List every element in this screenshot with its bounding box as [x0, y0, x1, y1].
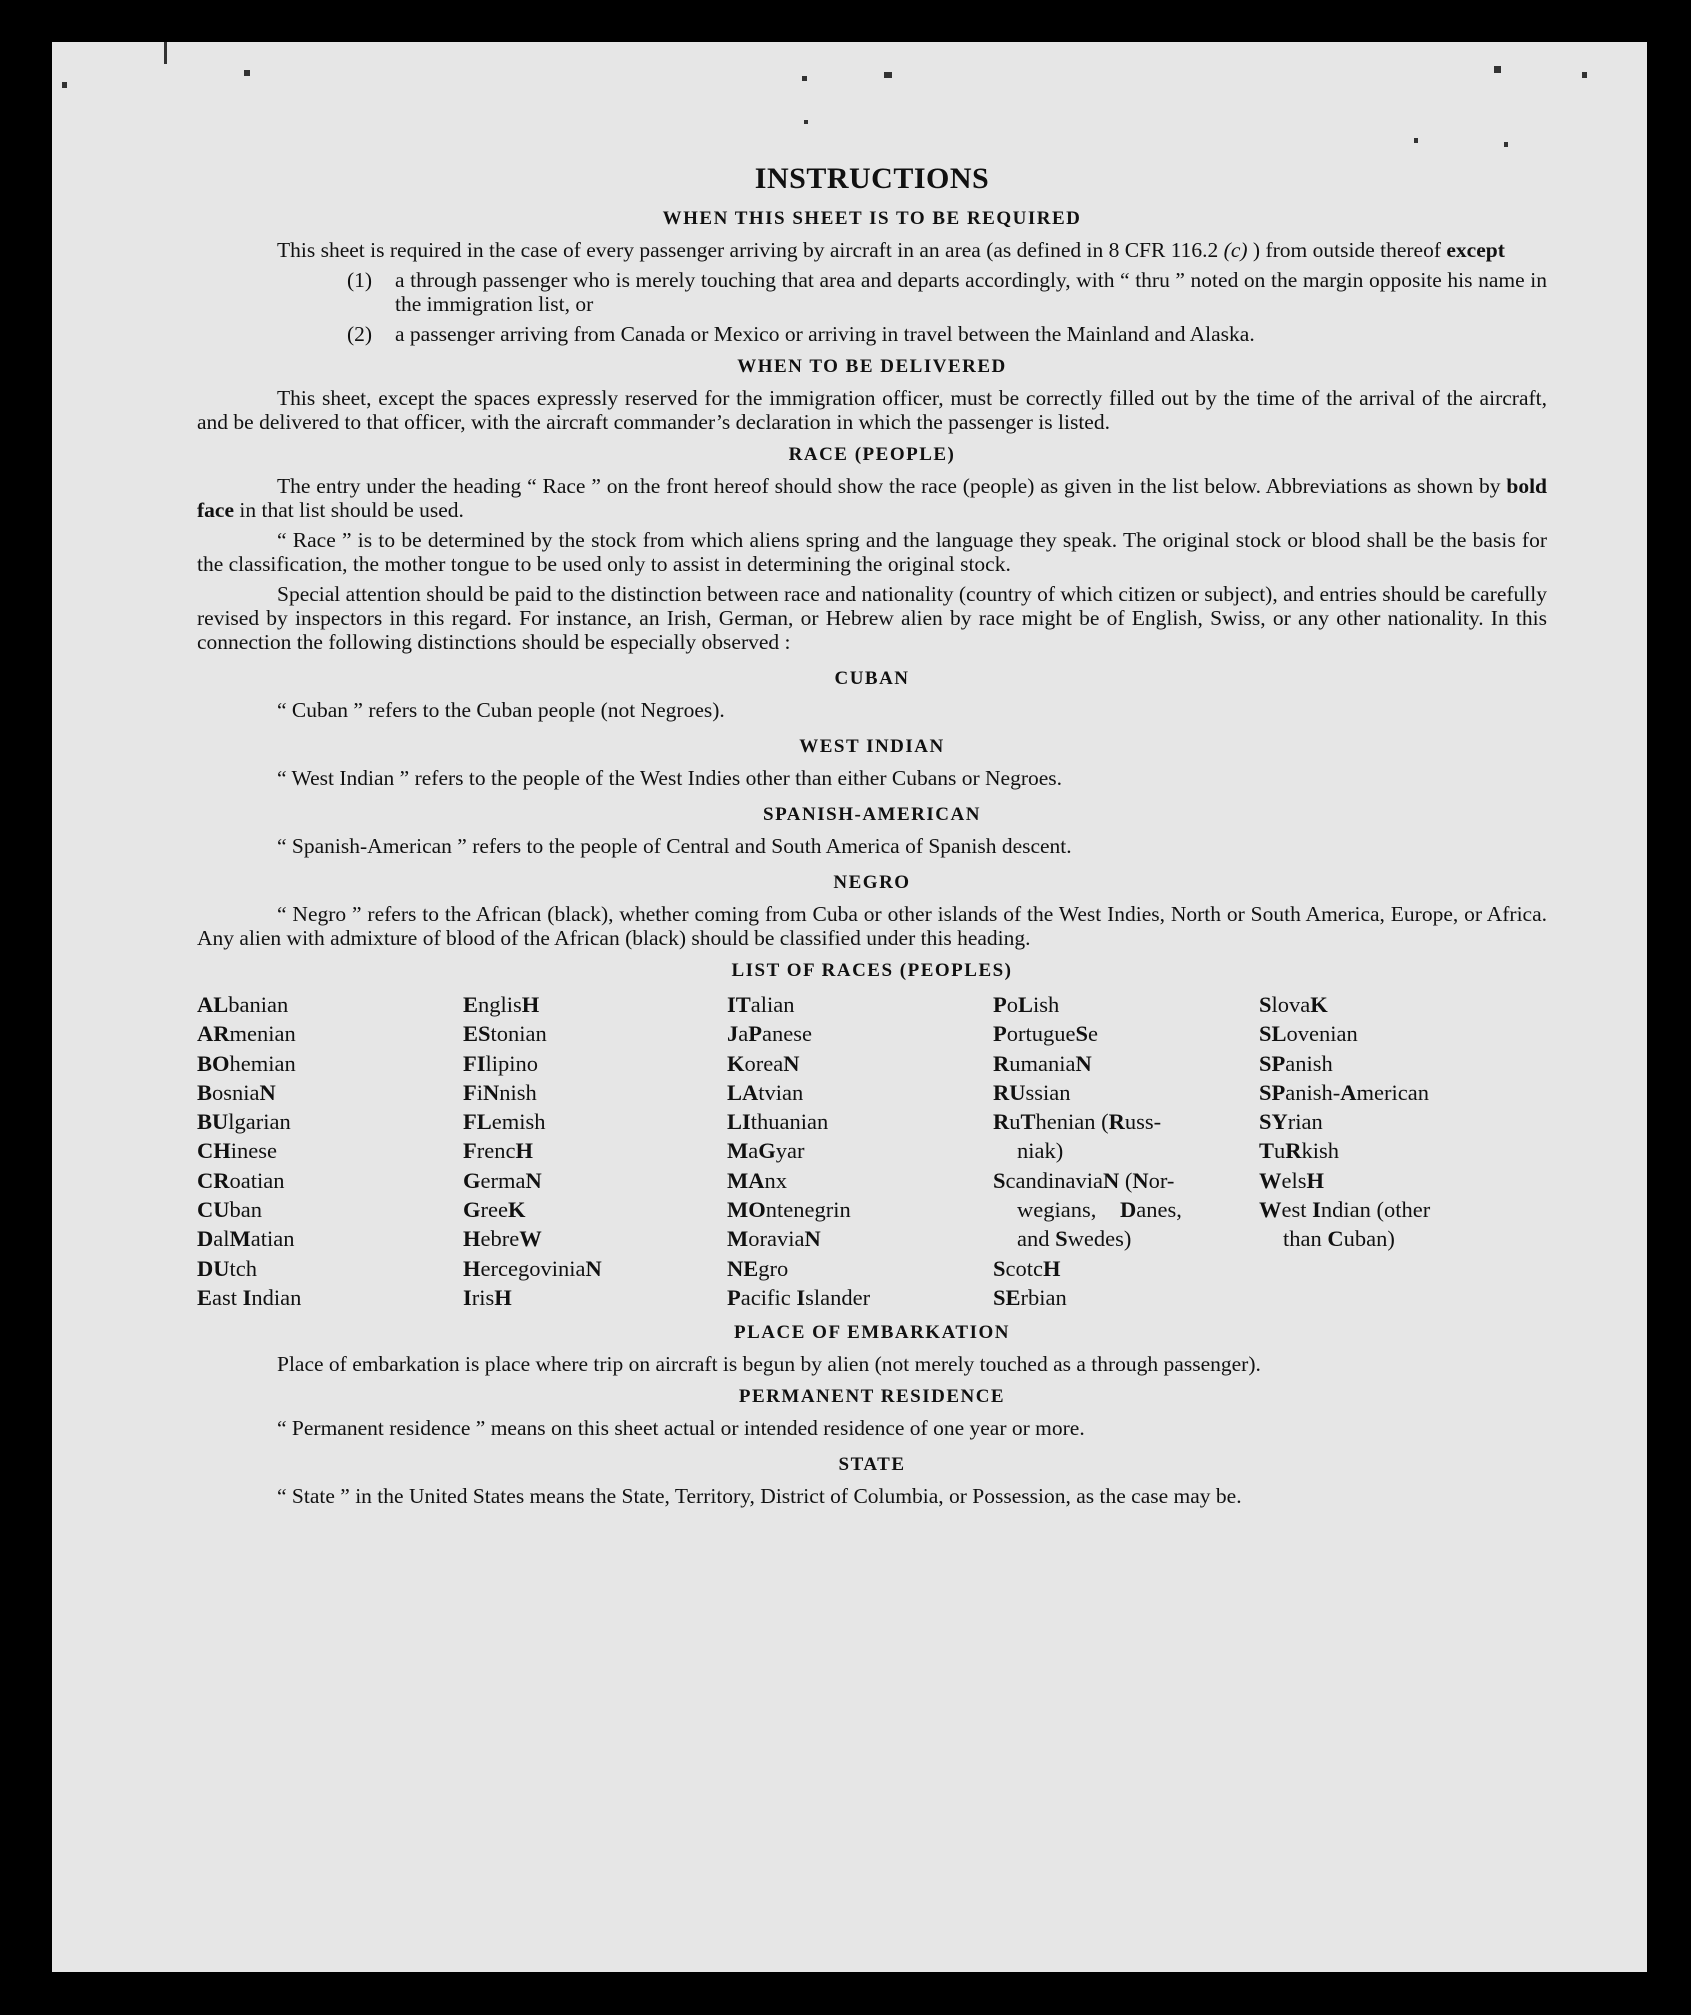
race-entry: LIthuanian — [727, 1109, 829, 1135]
race-entry: SPanish — [1259, 1050, 1333, 1076]
race-entry: FrencH — [463, 1138, 533, 1164]
heading-permanent-residence: PERMANENT RESIDENCE — [738, 1386, 1006, 1408]
race-entry: BOhemian — [197, 1050, 296, 1076]
race-entry: DUtch — [197, 1255, 257, 1281]
race-entry: FiNnish — [463, 1079, 537, 1105]
race-entry: DalMatian — [197, 1226, 295, 1252]
paragraph-negro: “ Negro ” refers to the African (black), whether coming from Cuba or other islands of the West Indies, North or South America, Europe, or Africa. Any alien with admixture of blood of the African (black) should be classified under this heading. — [197, 902, 1547, 950]
race-entry: FLemish — [463, 1109, 546, 1135]
race-entry: HercegoviniaN — [463, 1255, 602, 1281]
paragraph-spanish-american: “ Spanish-American ” refers to the people of Central and South America of Spanish descent. — [277, 834, 1072, 858]
paragraph-race-2: “ Race ” is to be determined by the stock from which aliens spring and the language they speak. The original stock or blood shall be the basis for the classification, the mother tongue to be used only to assist in determining the original stock. — [197, 528, 1547, 576]
race-entry: RumaniaN — [993, 1050, 1092, 1076]
race-entry: HebreW — [463, 1226, 542, 1252]
race-entry: PoLish — [993, 992, 1060, 1017]
scan-speck — [164, 42, 167, 64]
races-list — [197, 990, 1547, 1312]
race-entry: MAnx — [727, 1167, 787, 1193]
race-entry: than Cuban) — [1283, 1226, 1395, 1252]
item-text: a through passenger who is merely touching that area and departs accordingly, with “ thru ” noted on the margin opposite his name in the immigration list, or — [395, 268, 1547, 316]
scan-speck — [244, 70, 250, 76]
paragraph-race-3: Special attention should be paid to the distinction between race and nationality (country of which citizen or subject), and entries should be carefully revised by inspectors in this regard. For instance, an Irish, German, or Hebrew alien by race might be of English, Swiss, or any other nationality. In this connection the following distinctions should be especially observed : — [197, 582, 1547, 654]
race-entry: East Indian — [197, 1284, 302, 1310]
race-entry: FIlipino — [463, 1050, 539, 1076]
document-page — [52, 42, 1647, 1972]
scan-speck — [802, 76, 807, 81]
scan-speck — [62, 82, 67, 88]
race-entry: ScotcH — [993, 1255, 1061, 1281]
races-column-5 — [1259, 990, 1547, 1312]
list-item — [347, 322, 1547, 346]
races-column-2 — [463, 990, 727, 1312]
races-column-3 — [727, 990, 993, 1312]
race-entry: SErbian — [993, 1284, 1067, 1310]
race-entry: MOntenegrin — [727, 1197, 851, 1223]
race-entry: CRoatian — [197, 1167, 285, 1193]
race-entry: MaGyar — [727, 1138, 805, 1164]
race-entry: LAtvian — [727, 1079, 804, 1105]
race-entry: niak) — [1017, 1138, 1064, 1164]
scan-speck — [884, 72, 892, 78]
paragraph-west-indian: “ West Indian ” refers to the people of the West Indies other than either Cubans or Negroes. — [277, 766, 1063, 790]
scan-speck — [1582, 72, 1587, 78]
race-entry: GermaN — [463, 1167, 542, 1193]
race-p1-bold: bold face — [197, 474, 1547, 522]
race-entry: West Indian (other — [1259, 1197, 1431, 1223]
heading-list-of-races: LIST OF RACES (PEOPLES) — [731, 960, 1013, 981]
race-entry: JaPanese — [727, 1021, 812, 1047]
when-required-rest: ) from outside thereof — [1247, 238, 1447, 262]
race-entry: SYrian — [1259, 1109, 1323, 1135]
list-item — [347, 268, 1547, 316]
item-number: (2) — [347, 322, 373, 346]
when-required-text: This sheet is required in the case of every passenger arriving by aircraft in an area (as defined in 8 CFR 116.2 — [277, 238, 1224, 262]
instructions-content — [197, 162, 1547, 1514]
race-entry: SlovaK — [1259, 992, 1328, 1017]
race-entry: RuThenian (Russ- — [993, 1109, 1162, 1135]
race-entry: and Swedes) — [1017, 1226, 1132, 1252]
race-entry: IrisH — [463, 1284, 512, 1310]
heading-state: STATE — [838, 1454, 906, 1476]
page-title: INSTRUCTIONS — [754, 162, 990, 195]
race-entry: WelsH — [1259, 1167, 1325, 1193]
race-entry: GreeK — [463, 1197, 526, 1223]
item-number: (1) — [347, 268, 373, 292]
heading-when-delivered: WHEN TO BE DELIVERED — [737, 356, 1007, 377]
paragraph-permanent-residence: “ Permanent residence ” means on this sheet actual or intended residence of one year or more. — [277, 1416, 1085, 1441]
when-required-except: except — [1446, 238, 1505, 262]
item-text: a passenger arriving from Canada or Mexico or arriving in travel between the Mainland and Alaska. — [395, 322, 1255, 346]
race-p1-b: in that list should be used. — [234, 498, 464, 522]
race-entry: ALbanian — [197, 992, 289, 1017]
race-entry: ScandinaviaN (Nor- — [993, 1167, 1175, 1193]
race-entry: MoraviaN — [727, 1226, 821, 1252]
race-entry: CHinese — [197, 1138, 277, 1164]
race-entry: PortugueSe — [993, 1021, 1098, 1047]
race-p1-a: The entry under the heading “ Race ” on the front hereof should show the race (people) as given in the list below. Abbreviations as shown by — [277, 474, 1507, 498]
scan-speck — [1504, 142, 1508, 147]
race-entry: BosniaN — [197, 1079, 276, 1105]
race-entry: EStonian — [463, 1021, 547, 1047]
paragraph-embarkation: Place of embarkation is place where trip on aircraft is begun by alien (not merely touched as a through passenger). — [277, 1352, 1261, 1377]
scan-speck — [1414, 138, 1418, 143]
race-entry: TuRkish — [1259, 1138, 1340, 1164]
race-entry: ITalian — [727, 992, 795, 1017]
scan-speck — [1494, 66, 1501, 73]
paragraph-when-delivered: This sheet, except the spaces expressly reserved for the immigration officer, must be correctly filled out by the time of the arrival of the aircraft, and be delivered to that officer, with the aircraft commander’s declaration in which the passenger is listed. — [197, 386, 1547, 434]
heading-negro: NEGRO — [833, 872, 911, 893]
paragraph-when-required — [197, 238, 1547, 262]
heading-west-indian: WEST INDIAN — [799, 736, 945, 757]
race-entry: ARmenian — [197, 1021, 296, 1047]
race-entry: BUlgarian — [197, 1109, 291, 1135]
race-entry: NEgro — [727, 1255, 789, 1281]
paragraph-cuban: “ Cuban ” refers to the Cuban people (not Negroes). — [277, 698, 725, 722]
paragraph-race-1 — [197, 474, 1547, 522]
heading-when-required: WHEN THIS SHEET IS TO BE REQUIRED — [662, 208, 1082, 229]
races-column-4 — [993, 990, 1259, 1312]
heading-embarkation: PLACE OF EMBARKATION — [734, 1322, 1010, 1344]
heading-race: RACE (PEOPLE) — [788, 444, 956, 465]
race-entry: SPanish-American — [1259, 1079, 1429, 1105]
when-required-c: (c) — [1223, 238, 1248, 262]
race-entry: SLovenian — [1259, 1021, 1358, 1047]
paragraph-state: “ State ” in the United States means the State, Territory, District of Columbia, or Possession, as the case may be. — [277, 1484, 1242, 1509]
race-entry: KoreaN — [727, 1050, 800, 1076]
races-column-1 — [197, 990, 463, 1312]
race-entry: EnglisH — [463, 992, 540, 1017]
race-entry: Pacific Islander — [727, 1284, 871, 1310]
scan-speck — [804, 120, 808, 124]
heading-spanish-american: SPANISH-AMERICAN — [763, 804, 981, 825]
race-entry: RUssian — [993, 1079, 1071, 1105]
race-entry: wegians, Danes, — [1017, 1197, 1182, 1223]
heading-cuban: CUBAN — [834, 668, 910, 689]
race-entry: CUban — [197, 1197, 262, 1223]
